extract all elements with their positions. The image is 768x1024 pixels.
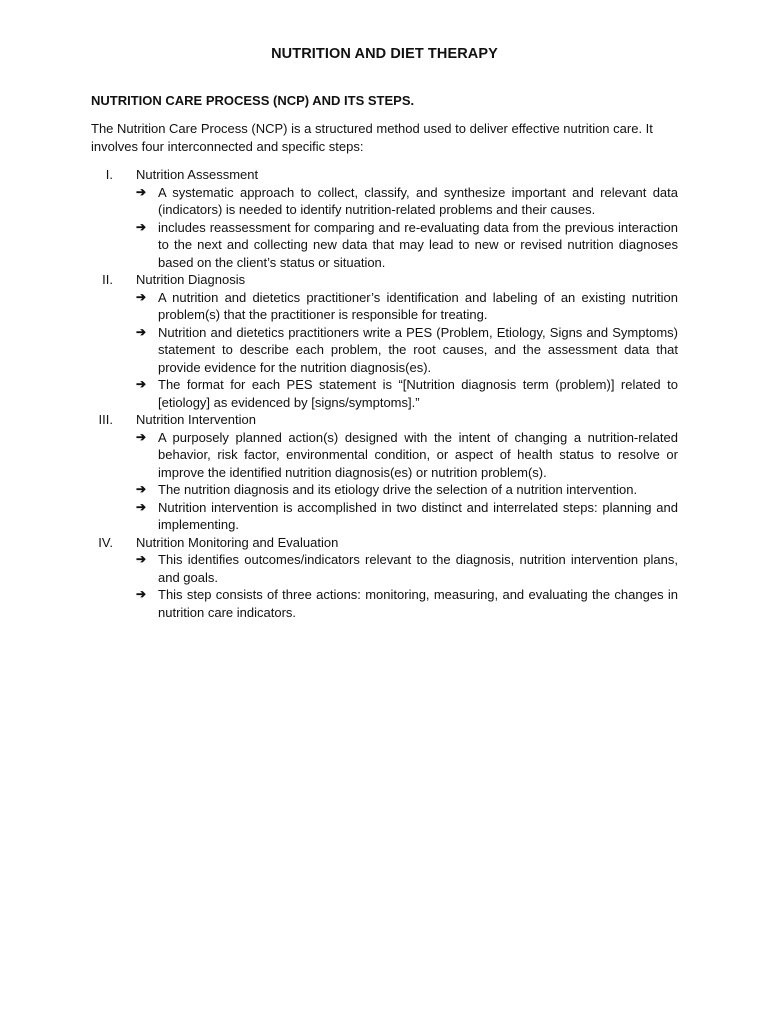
- ncp-step: [91, 166, 678, 271]
- bullet-text: A systematic approach to collect, classify, and synthesize important and relevant data (indicators) is needed to identify nutrition-related problems and their causes.: [158, 184, 678, 217]
- arrow-right-icon: ➔: [136, 482, 147, 496]
- arrow-right-icon: ➔: [136, 587, 147, 601]
- bullet-text: The format for each PES statement is “[Nutrition diagnosis term (problem)] related to [etiology] as evidenced by [signs/symptoms].”: [158, 377, 678, 410]
- steps-list: [91, 166, 678, 621]
- step-bullet-list: [91, 184, 678, 272]
- list-item: [91, 551, 678, 586]
- bullet-text: Nutrition intervention is accomplished in two distinct and interrelated steps: planning and implementing.: [158, 499, 678, 532]
- list-item: [91, 481, 678, 499]
- bullet-text: Nutrition and dietetics practitioners write a PES (Problem, Etiology, Signs and Symptoms) statement to describe each problem, the root causes, and the assessment data that provide evidence for the nutrition diagnosis(es).: [158, 324, 678, 375]
- step-bullet-list: [91, 289, 678, 412]
- document-title: NUTRITION AND DIET THERAPY: [271, 46, 498, 62]
- step-numeral: III.: [98, 412, 113, 427]
- arrow-right-icon: ➔: [136, 429, 147, 444]
- ncp-step: [91, 271, 678, 411]
- section-heading: NUTRITION CARE PROCESS (NCP) AND ITS STEPS.: [91, 93, 415, 108]
- bullet-text: A nutrition and dietetics practitioner’s identification and labeling of an existing nutrition problem(s) that the practitioner is responsible for treating.: [158, 289, 678, 322]
- arrow-right-icon: ➔: [136, 219, 147, 234]
- arrow-right-icon: ➔: [136, 499, 147, 514]
- step-numeral: IV.: [98, 534, 113, 550]
- step-bullet-list: [91, 429, 678, 534]
- step-numeral: I.: [105, 167, 113, 182]
- step-title: Nutrition Intervention: [136, 412, 256, 427]
- intro-paragraph: The Nutrition Care Process (NCP) is a structured method used to deliver effective nutrition care. It involves four interconnected and specific steps:: [91, 121, 653, 154]
- step-numeral: II.: [102, 272, 113, 287]
- step-title: Nutrition Monitoring and Evaluation: [136, 534, 339, 550]
- list-item: [91, 324, 678, 377]
- arrow-right-icon: ➔: [136, 324, 147, 339]
- list-item: [91, 376, 678, 411]
- bullet-text: A purposely planned action(s) designed with the intent of changing a nutrition-related behavior, risk factor, environmental condition, or aspect of health status to resolve or improve the identified nutrition diagnosis(es) or nutrition problem(s).: [158, 429, 678, 480]
- step-bullet-list: [91, 551, 678, 621]
- ncp-step: [91, 534, 678, 622]
- bullet-text: This identifies outcomes/indicators relevant to the diagnosis, nutrition intervention plans, and goals.: [158, 552, 678, 585]
- ncp-step: [91, 411, 678, 534]
- list-item: [91, 499, 678, 534]
- arrow-right-icon: ➔: [136, 184, 147, 199]
- arrow-right-icon: ➔: [136, 552, 147, 566]
- list-item: [91, 289, 678, 324]
- bullet-text: The nutrition diagnosis and its etiology drive the selection of a nutrition intervention.: [158, 482, 638, 497]
- list-item: [91, 219, 678, 272]
- arrow-right-icon: ➔: [136, 377, 147, 391]
- list-item: [91, 429, 678, 482]
- bullet-text: includes reassessment for comparing and re-evaluating data from the previous interaction to the next and collecting new data that may lead to new or revised nutrition diagnoses based on the client’s status or situation.: [158, 219, 678, 270]
- arrow-right-icon: ➔: [136, 289, 147, 304]
- bullet-text: This step consists of three actions: monitoring, measuring, and evaluating the changes in nutrition care indicators.: [158, 587, 678, 620]
- list-item: [91, 586, 678, 621]
- step-title: Nutrition Assessment: [136, 167, 259, 182]
- step-title: Nutrition Diagnosis: [136, 272, 246, 287]
- list-item: [91, 184, 678, 219]
